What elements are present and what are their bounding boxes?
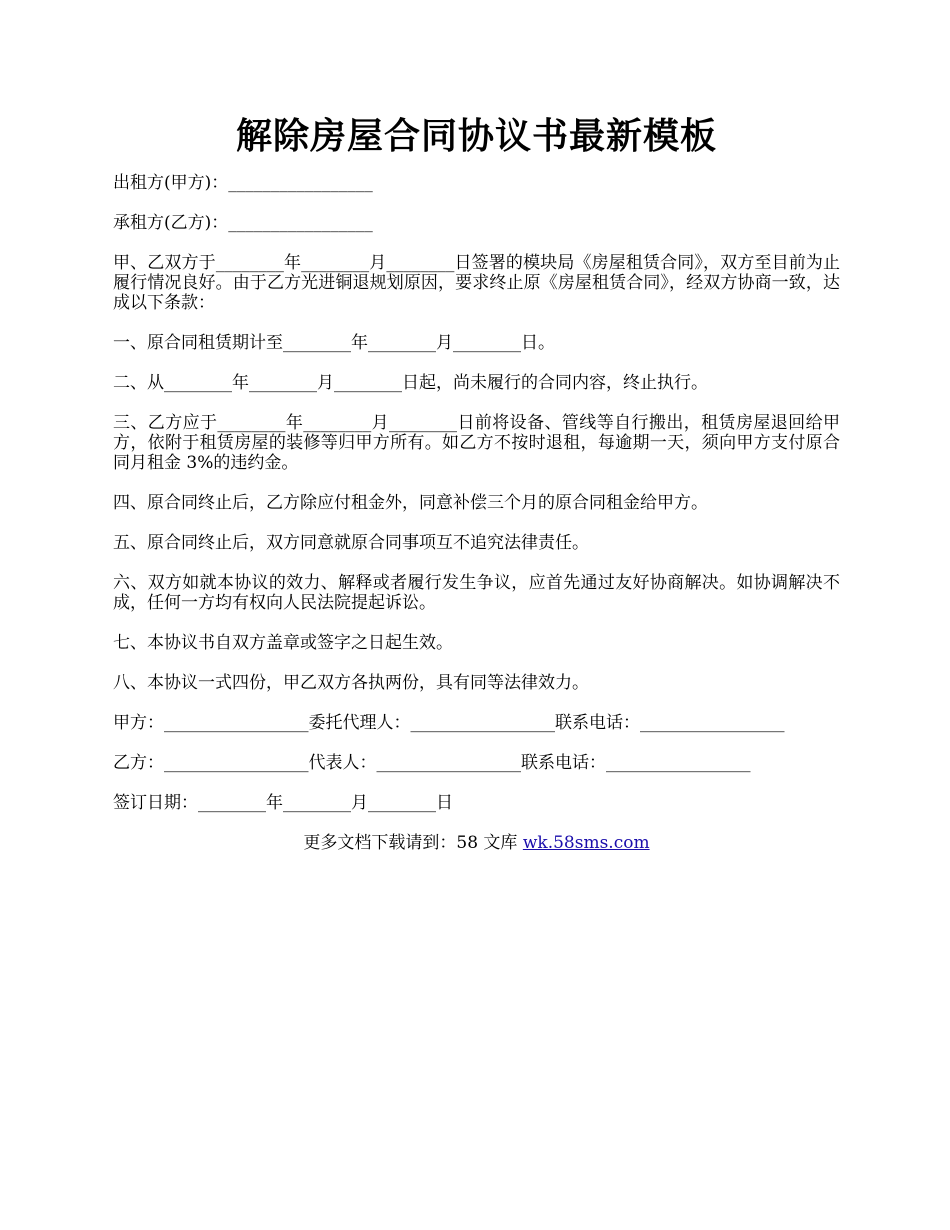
sign-date-line: 签订日期：________年________月________日: [113, 793, 453, 813]
footer-link[interactable]: wk.58sms.com: [522, 833, 650, 853]
clause-2: 二、从________年________月________日起，尚未履行的合同内容，终止执行。: [113, 373, 708, 393]
footer-download-note: [113, 833, 840, 853]
clause-8: 八、本协议一式四份，甲乙双方各执两份，具有同等法律效力。: [113, 673, 589, 693]
clause-7: 七、本协议书自双方盖章或签字之日起生效。: [113, 633, 453, 653]
party-b-signature-line: 乙方：_________________代表人：_________________联系电话：_________________: [113, 753, 751, 773]
clause-6: 六、双方如就本协议的效力、解释或者履行发生争议，应首先通过友好协商解决。如协调解决不成，任何一方均有权向人民法院提起诉讼。: [113, 573, 840, 613]
footer-prefix: 更多文档下载请到：58 文库: [303, 833, 523, 853]
document-body: [113, 173, 840, 853]
lessor-line: 出租方(甲方)：_________________: [113, 173, 373, 193]
intro-paragraph: 甲、乙双方于________年________月________日签署的模块局《房屋租赁合同》，双方至目前为止履行情况良好。由于乙方光进铜退规划原因，要求终止原《房屋租赁合同》，经双方协商一致，达成以下条款：: [113, 253, 840, 313]
clause-3: 三、乙方应于________年________月________日前将设备、管线等自行搬出，租赁房屋退回给甲方，依附于租赁房屋的装修等归甲方所有。如乙方不按时退租，每逾期一天，须向甲方支付原合同月租金 3%的违约金。: [113, 413, 840, 473]
document-title: 解除房屋合同协议书最新模板: [235, 115, 717, 157]
party-a-signature-line: 甲方：_________________委托代理人：_________________联系电话：_________________: [113, 713, 785, 733]
lessee-line: 承租方(乙方)：_________________: [113, 213, 373, 233]
clause-4: 四、原合同终止后，乙方除应付租金外，同意补偿三个月的原合同租金给甲方。: [113, 493, 708, 513]
clause-1: 一、原合同租赁期计至________年________月________日。: [113, 333, 555, 353]
clause-5: 五、原合同终止后，双方同意就原合同事项互不追究法律责任。: [113, 533, 589, 553]
